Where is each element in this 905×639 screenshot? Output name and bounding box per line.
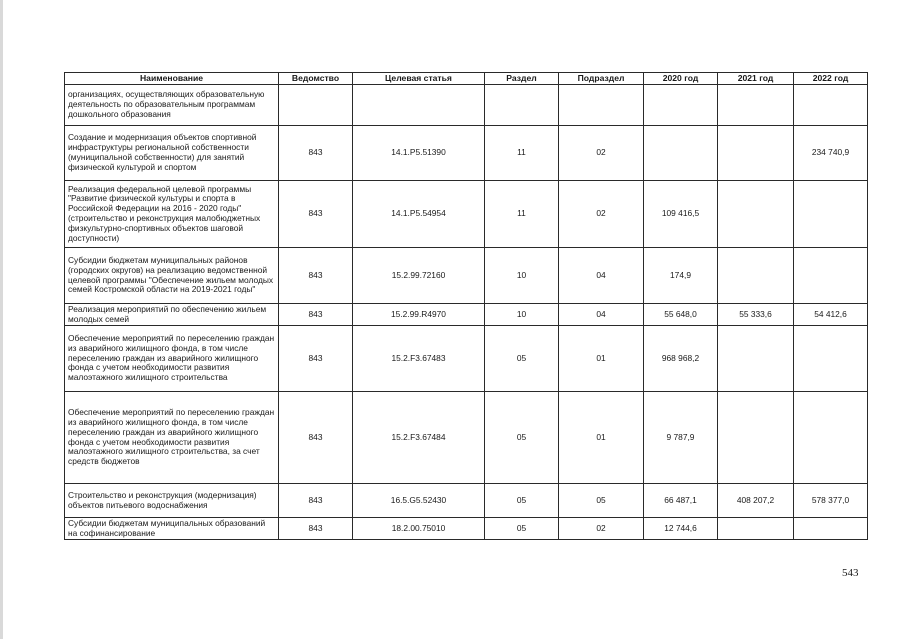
row-2021: [718, 85, 794, 126]
row-article: 15.2.F3.67484: [353, 392, 485, 484]
row-dept: 843: [279, 248, 353, 304]
row-2021: 55 333,6: [718, 304, 794, 326]
row-subsection: 04: [559, 248, 644, 304]
header-2022: 2022 год: [794, 73, 868, 85]
row-section: 10: [485, 248, 559, 304]
row-article: 14.1.P5.54954: [353, 181, 485, 248]
row-2022: 578 377,0: [794, 484, 868, 518]
table-row: [65, 392, 868, 484]
table-row: [65, 326, 868, 392]
row-2020: 12 744,6: [644, 518, 718, 540]
row-2022: [794, 181, 868, 248]
row-name: Строительство и реконструкция (модернизация) объектов питьевого водоснабжения: [65, 484, 279, 518]
row-2021: [718, 392, 794, 484]
row-2022: [794, 392, 868, 484]
row-2021: [718, 248, 794, 304]
row-section: 05: [485, 326, 559, 392]
row-article: [353, 85, 485, 126]
row-article: 16.5.G5.52430: [353, 484, 485, 518]
row-subsection: [559, 85, 644, 126]
row-2020: 9 787,9: [644, 392, 718, 484]
row-section: 10: [485, 304, 559, 326]
table-row: [65, 85, 868, 126]
row-subsection: 01: [559, 326, 644, 392]
row-dept: 843: [279, 484, 353, 518]
table-row: [65, 484, 868, 518]
row-section: 11: [485, 126, 559, 181]
page-number: 543: [842, 567, 859, 579]
row-2022: 54 412,6: [794, 304, 868, 326]
header-subsection: Подраздел: [559, 73, 644, 85]
scan-edge: [0, 0, 3, 639]
row-2022: [794, 248, 868, 304]
row-dept: 843: [279, 326, 353, 392]
row-2021: [718, 518, 794, 540]
row-article: 15.2.99.72160: [353, 248, 485, 304]
row-dept: 843: [279, 518, 353, 540]
row-article: 18.2.00.75010: [353, 518, 485, 540]
row-2021: [718, 326, 794, 392]
row-section: 05: [485, 484, 559, 518]
row-2022: [794, 518, 868, 540]
row-dept: 843: [279, 181, 353, 248]
row-dept: [279, 85, 353, 126]
header-name: Наименование: [65, 73, 279, 85]
row-subsection: 02: [559, 518, 644, 540]
row-dept: 843: [279, 304, 353, 326]
table-row: [65, 304, 868, 326]
row-article: 15.2.F3.67483: [353, 326, 485, 392]
header-2020: 2020 год: [644, 73, 718, 85]
budget-table: [64, 72, 868, 540]
row-2020: [644, 85, 718, 126]
row-2020: [644, 126, 718, 181]
table-row: [65, 248, 868, 304]
row-article: 15.2.99.R4970: [353, 304, 485, 326]
header-article: Целевая статья: [353, 73, 485, 85]
row-2022: 234 740,9: [794, 126, 868, 181]
row-2021: [718, 181, 794, 248]
row-name: Обеспечение мероприятий по переселению граждан из аварийного жилищного фонда, в том числе переселению граждан из аварийного жилищного фонда с учетом необходимости развития малоэтажного жилищного строительства, за счет средств бюджетов: [65, 392, 279, 484]
header-section: Раздел: [485, 73, 559, 85]
row-2020: 968 968,2: [644, 326, 718, 392]
table-row: [65, 126, 868, 181]
row-name: Субсидии бюджетам муниципальных образований на софинансирование: [65, 518, 279, 540]
row-2020: 109 416,5: [644, 181, 718, 248]
table-row: [65, 518, 868, 540]
row-article: 14.1.P5.51390: [353, 126, 485, 181]
row-2020: 174,9: [644, 248, 718, 304]
row-name: Субсидии бюджетам муниципальных районов (городских округов) на реализацию ведомственной целевой программы "Обеспечение жильем молодых семей Костромской области на 2019-2021 годы": [65, 248, 279, 304]
row-dept: 843: [279, 126, 353, 181]
row-subsection: 05: [559, 484, 644, 518]
row-subsection: 01: [559, 392, 644, 484]
row-subsection: 04: [559, 304, 644, 326]
row-2021: 408 207,2: [718, 484, 794, 518]
row-2021: [718, 126, 794, 181]
row-name: Создание и модернизация объектов спортивной инфраструктуры региональной собственности (муниципальной собственности) для занятий физической культурой и спортом: [65, 126, 279, 181]
table-header-row: [65, 73, 868, 85]
row-section: 11: [485, 181, 559, 248]
row-subsection: 02: [559, 126, 644, 181]
header-2021: 2021 год: [718, 73, 794, 85]
row-2020: 55 648,0: [644, 304, 718, 326]
row-name: организациях, осуществляющих образовательную деятельность по образовательным программам дошкольного образования: [65, 85, 279, 126]
row-section: 05: [485, 392, 559, 484]
row-2020: 66 487,1: [644, 484, 718, 518]
row-name: Реализация федеральной целевой программы "Развитие физической культуры и спорта в Российской Федерации на 2016 - 2020 годы" (строительство и реконструкция малобюджетных физкультурно-спортивных объектов шаговой доступности): [65, 181, 279, 248]
row-dept: 843: [279, 392, 353, 484]
row-section: [485, 85, 559, 126]
row-name: Реализация мероприятий по обеспечению жильем молодых семей: [65, 304, 279, 326]
row-2022: [794, 326, 868, 392]
row-name: Обеспечение мероприятий по переселению граждан из аварийного жилищного фонда, в том числе переселению граждан из аварийного жилищного фонда с учетом необходимости развития малоэтажного жилищного строительства: [65, 326, 279, 392]
header-dept: Ведомство: [279, 73, 353, 85]
row-subsection: 02: [559, 181, 644, 248]
row-section: 05: [485, 518, 559, 540]
table-row: [65, 181, 868, 248]
row-2022: [794, 85, 868, 126]
